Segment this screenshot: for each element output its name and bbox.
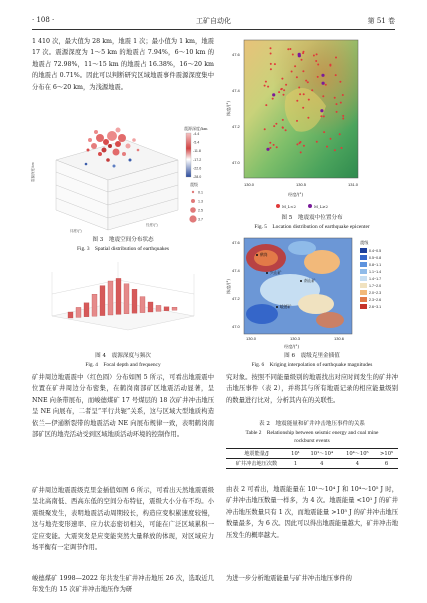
epicenter-point (339, 133, 341, 135)
fig6-caption-en: Fig. 6 Kriging interpolation of earthquake magnitudes (251, 362, 373, 368)
epicenter-point (334, 149, 336, 151)
fig6-legend-label: 2.3~2.6 (369, 298, 382, 302)
epicenter-point (335, 57, 337, 59)
table-2 (226, 448, 398, 469)
table-cell: 4 (340, 459, 376, 469)
fig6-ytick: 47.2 (232, 296, 240, 301)
fig5-ytick: 47.6 (232, 52, 240, 57)
table-row-label: 矿井冲击地压次数 (226, 459, 287, 469)
fig6-ytick: 47.4 (232, 268, 240, 273)
fig6-site-marker (276, 306, 278, 308)
fig6-legend-swatch (360, 262, 367, 267)
colorbar-tick: -17.2 (193, 157, 202, 162)
epicenter-point (336, 111, 338, 113)
epicenter-point (302, 70, 304, 72)
epicenter-point (265, 81, 267, 83)
epicenter-point (270, 68, 272, 70)
fig5-caption-en: Fig. 5 Location distribution of earthquake epicenter (254, 224, 370, 230)
epicenter-point (302, 52, 304, 54)
epicenter-point (307, 117, 309, 119)
epicenter-point (296, 76, 298, 78)
fig5-ytick: 47.4 (232, 88, 240, 93)
fig6-legend-label: 0.8~1.1 (369, 263, 382, 267)
epicenter-point (317, 64, 319, 66)
histogram-bar (132, 289, 137, 313)
magnitude-legend-title: 震级 (190, 182, 198, 187)
paragraph: 峻德煤矿 1998—2022 年共发生矿井冲击地压 26 次，选取近几年发生的 15 次矿井冲击地压作为研 (32, 575, 214, 594)
epicenter-point (322, 82, 325, 85)
table-header-cell: 10¹ (287, 449, 304, 459)
epicenter-point (272, 98, 274, 100)
epicenter-point (303, 93, 305, 95)
epicenter-point (298, 87, 300, 89)
table-header-cell: >10⁵ (375, 449, 398, 459)
fig5-xtick: 130.5 (296, 182, 307, 187)
fig6-ytick: 47.6 (232, 240, 240, 245)
fig6-site-label: 南山矿 (304, 278, 316, 283)
fig6-legend-label: 2.0~2.3 (369, 291, 382, 295)
epicenter-point (289, 48, 291, 50)
epicenter-point (270, 47, 272, 49)
fig3-caption-en: Fig. 3 Spatial distribution of earthquakes (76, 246, 170, 252)
header-rule (32, 29, 395, 30)
epicenter-point (342, 94, 344, 96)
fig5-ytick: 47.2 (232, 124, 240, 129)
depth-legend-title: 震源深度/km (184, 126, 208, 131)
volume-label: 第 51 卷 (367, 17, 395, 25)
fig5-xlabel: 经度/(°) (288, 192, 304, 197)
epicenter-point (325, 84, 327, 86)
histogram-bar (156, 305, 161, 311)
magnitude-legend-marker (189, 215, 196, 222)
epicenter-point (275, 123, 277, 125)
histogram-bar (100, 286, 105, 316)
fig6-xtick: 130.0 (246, 336, 257, 341)
histogram-bar (68, 312, 73, 318)
epicenter-point (317, 76, 319, 78)
table2-title-cn: 表 2 地震能量和矿井冲击地压事件的关系 (258, 421, 366, 427)
epicenter-point (278, 91, 280, 93)
fig5-legend-large: M_L≥2 (314, 204, 328, 209)
table-header-row (226, 449, 398, 459)
epicenter-point (329, 65, 331, 67)
epicenter-point (281, 88, 283, 90)
fig6-site-label: 兴山矿 (270, 270, 282, 275)
fig6-legend-label: 1.4~1.7 (369, 277, 382, 281)
fig4-caption-en: Fig. 4 Focal depth and frequency (85, 362, 161, 368)
fig6-site-marker (256, 254, 258, 256)
fig6-xlabel: 经度/(°) (284, 344, 300, 349)
paragraph: 矿井周边地震震中（红色圆）分布如图 5 所示，可看出地震震中位置在矿井周边分布密集，在鹤岗南部矿区地震活动显著，呈 NNE 向条带展布，而峻德煤矿 17 号煤层的 18 次矿井冲击地压呈 NE 向展布，二者呈“平行共轭”关系，这与区域大型地质构造依兰—伊通断裂带的地震活动 NE 向展布规律一致，表明鹤岗南部矿区的地壳活动受到区域地质活动环境的控制作用。 (32, 374, 214, 439)
epicenter-point (294, 65, 296, 67)
magnitude-legend-label: 3.7 (198, 217, 203, 222)
paragraph: 矿井周边地震震级克里金插值如图 6 所示，可看出天然地震震级呈北高南低、西高东低的空间分布特征，震级大小分布不均。小震级聚发生，表明地震活动周期较长，构造应变积累速度较慢，这与地壳变形速率、应力状态密切相关，可能在广泛区域累积一定应变能。大震突发是应变能突然大量释放的体现，对区域应力场平衡有一定调节作用。 (32, 487, 214, 552)
epicenter-point (299, 142, 301, 144)
table-cell: 4 (304, 459, 340, 469)
epicenter-point (341, 147, 343, 149)
colorbar-tick: -28.0 (193, 175, 202, 179)
epicenter-point (273, 144, 275, 146)
epicenter-point (320, 109, 323, 112)
epicenter-point (311, 89, 313, 91)
epicenter-point (283, 94, 285, 96)
fig6-legend-label: 2.6~3.1 (369, 305, 382, 309)
magnitude-legend-marker (190, 207, 196, 213)
epicenter-point (276, 146, 278, 148)
table-cell: 6 (375, 459, 398, 469)
paragraph: 1 410 次，最大值为 28 km，地震 1 次；最小值为 1 km，地震 17 次。震源深度为 1～5 km 的地震占 7.94%，6～10 km 的地震占 72.98%，11～15 km 的地震占 16.38%，16～20 km 的地震占 0.71%。因此可以判断研究区域地震事件震源深度集中分布在 6～20 km，为浅源地震。 (32, 38, 214, 91)
fig6-site-marker (266, 272, 268, 274)
magnitude-legend-label: 1.3 (198, 199, 203, 204)
magnitude-legend-marker (192, 191, 194, 193)
epicenter-point (326, 146, 328, 148)
magnitude-legend-label: 0.1 (198, 190, 203, 195)
svg-text:震源深度/km: 震源深度/km (31, 162, 35, 182)
histogram-bar (76, 307, 81, 317)
histogram-bar (92, 294, 97, 316)
fig6-legend-label: 0.4~0.5 (369, 249, 382, 253)
fig6-legend-swatch (360, 297, 367, 302)
fig5-ylabel: 纬度/(°) (226, 100, 231, 116)
journal-name: 工矿自动化 (196, 17, 231, 25)
epicenter-point (270, 53, 272, 55)
epicenter-point (330, 138, 332, 140)
epicenter-point (298, 53, 301, 56)
epicenter-point (307, 81, 309, 83)
fig6-legend-swatch (360, 290, 367, 295)
paragraph: 为进一步分析地震能量与矿井冲击地压事件的 (226, 575, 352, 582)
epicenter-point (264, 128, 266, 130)
figure-6-kriging-map (226, 234, 398, 350)
histogram-bar (116, 278, 121, 314)
colorbar-tick: -5.4 (193, 140, 200, 145)
fig6-ytick: 47.0 (232, 324, 240, 329)
svg-text:经度/(°): 经度/(°) (146, 223, 158, 227)
figure-4-depth-histogram (38, 258, 208, 350)
epicenter-point (303, 145, 305, 147)
epicenter-point (315, 60, 317, 62)
epicenter-point (267, 86, 269, 88)
fig6-legend-swatch (360, 255, 367, 260)
magnitude-legend-marker (191, 199, 195, 203)
fig3-caption-cn: 图 3 地震空间分布状态 (92, 237, 154, 243)
epicenter-point (342, 115, 344, 117)
page-number: · 108 · (32, 16, 55, 24)
epicenter-point (281, 78, 283, 80)
epicenter-point (316, 141, 318, 143)
epicenter-point (265, 104, 267, 106)
epicenter-point (305, 80, 307, 82)
epicenter-point (336, 103, 338, 105)
fig6-legend-label: 1.1~1.4 (369, 270, 382, 274)
epicenter-point (272, 93, 275, 96)
colorbar-tick: -11.8 (193, 149, 201, 154)
depth-colorbar (186, 133, 191, 177)
fig6-site-label: 鹤岗 (260, 252, 268, 257)
epicenter-point (285, 84, 287, 86)
epicenter-point (321, 74, 324, 77)
epicenter-point (264, 85, 266, 87)
epicenter-point (292, 54, 294, 56)
fig6-caption-cn: 图 6 震级克里金插值 (284, 353, 340, 359)
epicenter-point (266, 148, 269, 151)
figure-5-epicenter-map (226, 36, 398, 216)
fig5-legend-small: M_L<2 (282, 204, 296, 209)
epicenter-point (302, 107, 304, 109)
epicenter-point (320, 115, 322, 117)
histogram-bar (140, 297, 145, 313)
epicenter-point (270, 63, 272, 65)
colorbar-tick: -4.4 (193, 132, 200, 136)
histogram-bar (108, 281, 113, 315)
epicenter-point (269, 147, 271, 149)
fig5-caption-cn: 图 5 地震震中位置分布 (281, 215, 343, 221)
epicenter-point (299, 93, 301, 95)
epicenter-point (339, 81, 341, 83)
fig6-xtick: 130.3 (290, 336, 301, 341)
svg-text:纬度/(°): 纬度/(°) (70, 229, 82, 233)
epicenter-point (322, 95, 324, 97)
epicenter-point (300, 151, 302, 153)
fig6-legend-swatch (360, 304, 367, 309)
epicenter-point (296, 120, 298, 122)
histogram-bar (172, 307, 177, 310)
fig6-legend-swatch (360, 283, 367, 288)
histogram-bar (84, 303, 89, 317)
table-header-cell: 10⁴～10⁵ (340, 449, 376, 459)
fig4-caption-cn: 图 4 震源深度与频次 (95, 353, 151, 359)
table-header-cell: 10¹～10⁴ (304, 449, 340, 459)
epicenter-point (283, 89, 285, 91)
fig5-xtick: 131.0 (348, 182, 359, 187)
epicenter-point (274, 63, 276, 65)
fig5-xtick: 130.0 (244, 182, 255, 187)
fig6-legend-label: 1.7~2.0 (369, 284, 382, 288)
table-row (226, 459, 398, 469)
fig6-legend-label: 0.5~0.8 (369, 256, 382, 260)
table-cell: 1 (287, 459, 304, 469)
epicenter-point (285, 129, 287, 131)
fig6-site-label: 峻德矿 (280, 304, 292, 309)
epicenter-point (342, 118, 344, 120)
epicenter-point (323, 115, 325, 117)
fig6-site-marker (300, 280, 302, 282)
epicenter-point (291, 71, 293, 73)
colorbar-tick: -22.6 (193, 166, 202, 171)
fig6-legend-swatch (360, 269, 367, 274)
epicenter-point (282, 126, 284, 128)
figure-3-3d-scatter (30, 120, 216, 236)
epicenter-point (335, 74, 337, 76)
epicenter-point (296, 100, 298, 102)
epicenter-point (296, 143, 298, 145)
epicenter-point (313, 55, 315, 57)
table-header-cell: 地震能量/J (226, 449, 287, 459)
epicenter-point (287, 48, 289, 50)
epicenter-point (334, 97, 336, 99)
epicenter-point (308, 99, 310, 101)
paragraph: 究对象。按照不同能量级别的地震找出对应时间发生的矿井冲击地压事件（表 2），并将其与所有地震记录的相应能量级别的数量进行比对，分析其内在的关联性。 (226, 374, 398, 404)
fig6-legend-swatch (360, 248, 367, 253)
epicenter-point (340, 102, 342, 104)
table2-title-en: Table 2 Relationship between seismic energy and coal mine (245, 430, 379, 436)
table2-title-en-2: rockburst events (294, 438, 330, 444)
paragraph: 由表 2 可看出，地震能量在 10¹～10⁴ J 和 10⁴～10⁵ J 时，矿井冲击地压数量一样多，为 4 次。地震能量 <10¹ J 的矿井冲击地压数量只有 1 次，而地震能量 >10⁵ J 的矿井冲击地压数量最多，为 6 次。因此可以得出地震能量越大，矿井冲击地压发生的概率越大。 (226, 486, 398, 539)
magnitude-legend-label: 2.5 (198, 208, 203, 213)
epicenter-point (273, 125, 275, 127)
fig6-ylabel: 纬度/(°) (226, 278, 231, 294)
epicenter-point (323, 131, 325, 133)
fig6-legend-title: 震级 (360, 240, 369, 245)
epicenter-point (269, 142, 271, 144)
epicenter-point (316, 53, 318, 55)
histogram-bar (164, 307, 169, 311)
epicenter-point (282, 119, 284, 121)
histogram-bar (148, 302, 153, 312)
fig5-ytick: 47.0 (232, 160, 240, 165)
epicenter-point (301, 59, 303, 61)
fig6-xtick: 130.6 (334, 336, 345, 341)
histogram-bar (124, 284, 129, 314)
fig6-legend-swatch (360, 276, 367, 281)
